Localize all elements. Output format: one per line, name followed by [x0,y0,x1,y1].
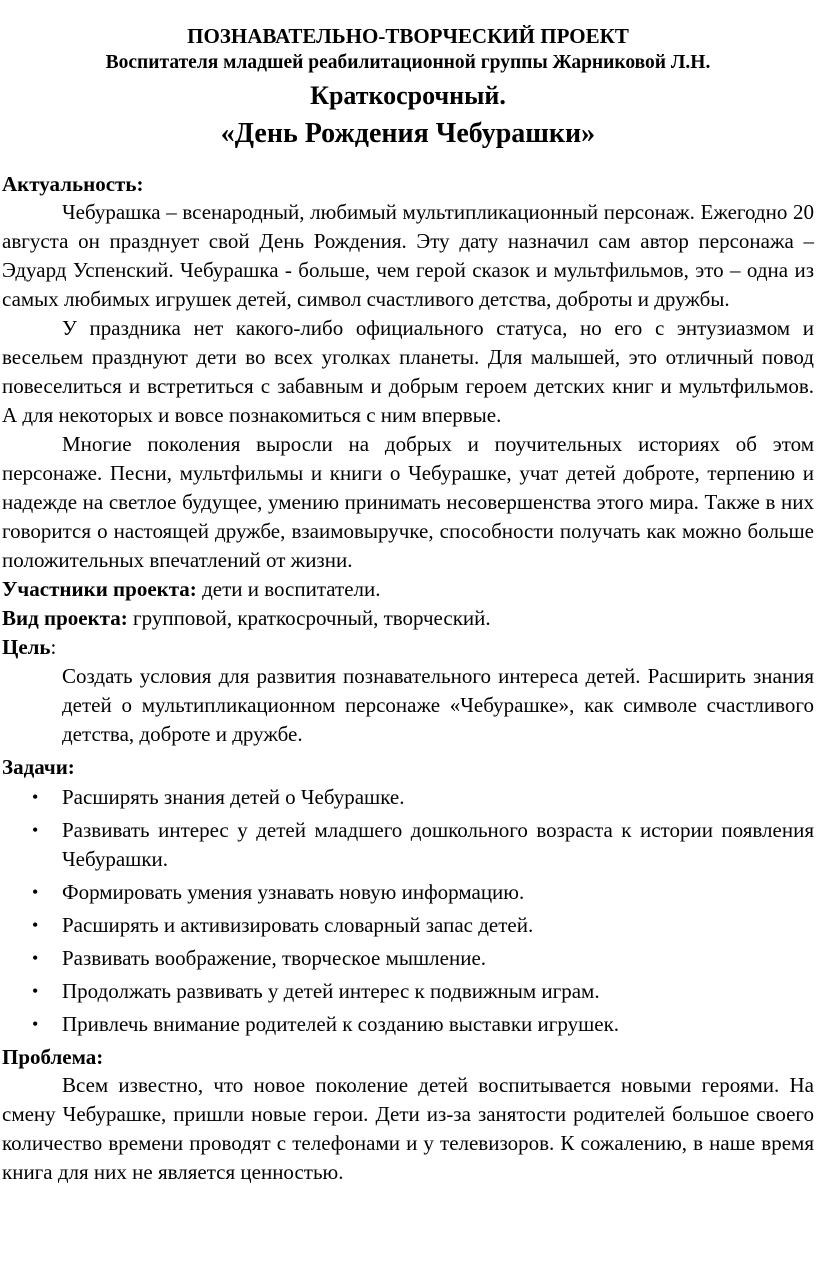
author-line: Воспитателя младшей реабилитационной группы Жарниковой Л.Н. [105,52,711,73]
bullet-icon: • [32,1014,39,1034]
participants-line [2,575,814,604]
relevance-heading: Актуальность: [2,172,144,196]
goal-heading-line [2,633,814,662]
tasks-heading: Задачи: [2,755,75,779]
task-text: Формировать умения узнавать новую информацию. [62,880,525,904]
task-text: Продолжать развивать у детей интерес к подвижным играм. [62,979,600,1003]
project-type-value: групповой, краткосрочный, творческий. [127,606,491,630]
bullet-icon: • [32,787,39,807]
tasks-list [2,783,814,1039]
relevance-paragraph-2: У праздника нет какого-либо официального статуса, но его с энтузиазмом и весельем празднуют дети во всех уголках планеты. Для малышей, это отличный повод повеселиться и встретиться с забавным и добрым героем детских книг и мультфильмов. А для некоторых и вовсе познакомиться с ним впервые. [2,316,814,427]
task-text: Расширять и активизировать словарный запас детей. [62,913,534,937]
task-text: Расширять знания детей о Чебурашке. [62,785,405,809]
task-text: Привлечь внимание родителей к созданию выставки игрушек. [62,1012,620,1036]
project-type-title: ПОЗНАВАТЕЛЬНО-ТВОРЧЕСКИЙ ПРОЕКТ [187,24,629,48]
goal-label: Цель [2,635,51,659]
problem-heading: Проблема: [2,1045,104,1069]
task-text: Развивать интерес у детей младшего дошкольного возраста к истории появления Чебурашки. [62,818,814,871]
goal-colon: : [50,635,57,659]
problem-paragraph: Всем известно, что новое поколение детей воспитывается новыми героями. На смену Чебурашке, пришли новые герои. Дети из-за занятости родителей большое своего количество времени проводят с телефонами и у телевизоров. К сожалению, в наше время книга для них не является ценностью. [2,1073,814,1184]
list-item [2,783,814,812]
list-item [2,816,814,874]
participants-label: Участники проекта: [2,577,197,601]
relevance-paragraph-1: Чебурашка – всенародный, любимый мультипликационный персонаж. Ежегодно 20 августа он празднует свой День Рождения. Эту дату назначил сам автор персонажа – Эдуард Успенский. Чебурашка - больше, чем герой сказок и мультфильмов, это – одна из самых любимых игрушек детей, символ счастливого детства, доброты и дружбы. [2,200,814,311]
list-item [2,944,814,973]
bullet-icon: • [32,915,39,935]
bullet-icon: • [32,882,39,902]
project-type-line [2,604,814,633]
task-text: Развивать воображение, творческое мышление. [62,946,487,970]
list-item [2,977,814,1006]
bullet-icon: • [32,948,39,968]
participants-value: дети и воспитатели. [196,577,381,601]
list-item [2,878,814,907]
list-item [2,911,814,940]
bullet-icon: • [32,820,39,840]
duration-title: Краткосрочный. [310,81,506,110]
bullet-icon: • [32,981,39,1001]
goal-text: Создать условия для развития познавательного интереса детей. Расширить знания детей о мультипликационном персонаже «Чебурашке», как символе счастливого детства, доброте и дружбе. [62,664,814,746]
relevance-paragraph-3: Многие поколения выросли на добрых и поучительных историях об этом персонаже. Песни, мультфильмы и книги о Чебурашке, учат детей доброте, терпению и надежде на светлое будущее, умению принимать несовершенства этого мира. Также в них говорится о настоящей дружбе, взаимовыручке, способности получать как можно больше положительных впечатлений от жизни. [2,432,814,572]
list-item [2,1010,814,1039]
project-title: «День Рождения Чебурашки» [220,118,596,149]
project-type-label: Вид проекта: [2,606,128,630]
